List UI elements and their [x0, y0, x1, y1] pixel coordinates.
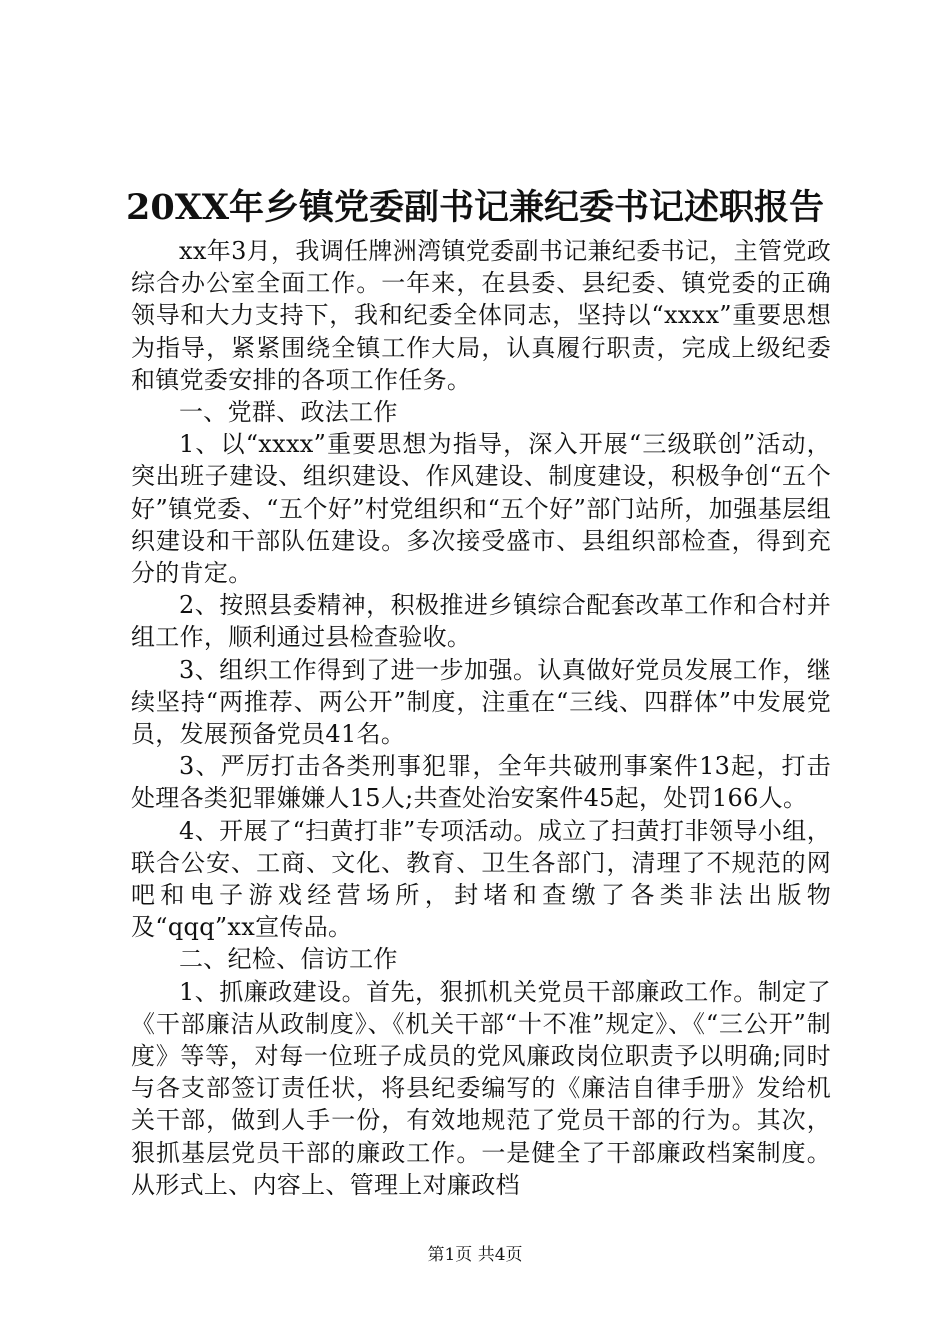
section-heading-discipline-petition: 二、纪检、信访工作 — [179, 945, 398, 974]
document-title: 20XX年乡镇党委副书记兼纪委书记述职报告 — [125, 187, 825, 228]
paragraph-intro: xx年3月，我调任牌洲湾镇党委副书记兼纪委书记，主管党政综合办公室全面工作。一年来，在县委、县纪委、镇党委的正确领导和大力支持下，我和纪委全体同志，坚持以“xxxx”重要思想为指导，紧紧围绕全镇工作大局，认真履行职责，完成上级纪委和镇党委安排的各项工作任务。 — [131, 237, 831, 394]
paragraph-item: 1、抓廉政建设。首先，狠抓机关党员干部廉政工作。制定了《干部廉洁从政制度》、《机关干部“十不准”规定》、《“三公开”制度》等等，对每一位班子成员的党风廉政岗位职责予以明确;同时与各支部签订责任状，将县纪委编写的《廉洁自律手册》发给机关干部，做到人手一份，有效地规范了党员干部的行为。其次，狠抓基层党员干部的廉政工作。一是健全了干部廉政档案制度。从形式上、内容上、管理上对廉政档 — [131, 977, 831, 1199]
paragraph-item: 3、严厉打击各类刑事犯罪，全年共破刑事案件13起，打击处理各类犯罪嫌嫌人15人;共查处治安案件45起，处罚166人。 — [131, 752, 831, 813]
paragraph-item: 1、以“xxxx”重要思想为指导，深入开展“三级联创”活动，突出班子建设、组织建设、作风建设、制度建设，积极争创“五个好”镇党委、“五个好”村党组织和“五个好”部门站所，加强基层组织建设和干部队伍建设。多次接受盛市、县组织部检查，得到充分的肯定。 — [131, 430, 831, 588]
paragraph-item: 2、按照县委精神，积极推进乡镇综合配套改革工作和合村并组工作，顺利通过县检查验收。 — [131, 591, 831, 652]
page-number-footer: 第1页 共4页 — [427, 1245, 523, 1265]
paragraph-item: 3、组织工作得到了进一步加强。认真做好党员发展工作，继续坚持“两推荐、两公开”制度，注重在“三线、四群体”中发展党员，发展预备党员41名。 — [131, 655, 831, 749]
section-heading-party-politics: 一、党群、政法工作 — [179, 398, 398, 427]
paragraph-item: 4、开展了“扫黄打非”专项活动。成立了扫黄打非领导小组，联合公安、工商、文化、教育、卫生各部门，清理了不规范的网吧和电子游戏经营场所，封堵和查缴了各类非法出版物及“qqq”xx宣传品。 — [131, 816, 831, 942]
document-body — [131, 235, 831, 1201]
